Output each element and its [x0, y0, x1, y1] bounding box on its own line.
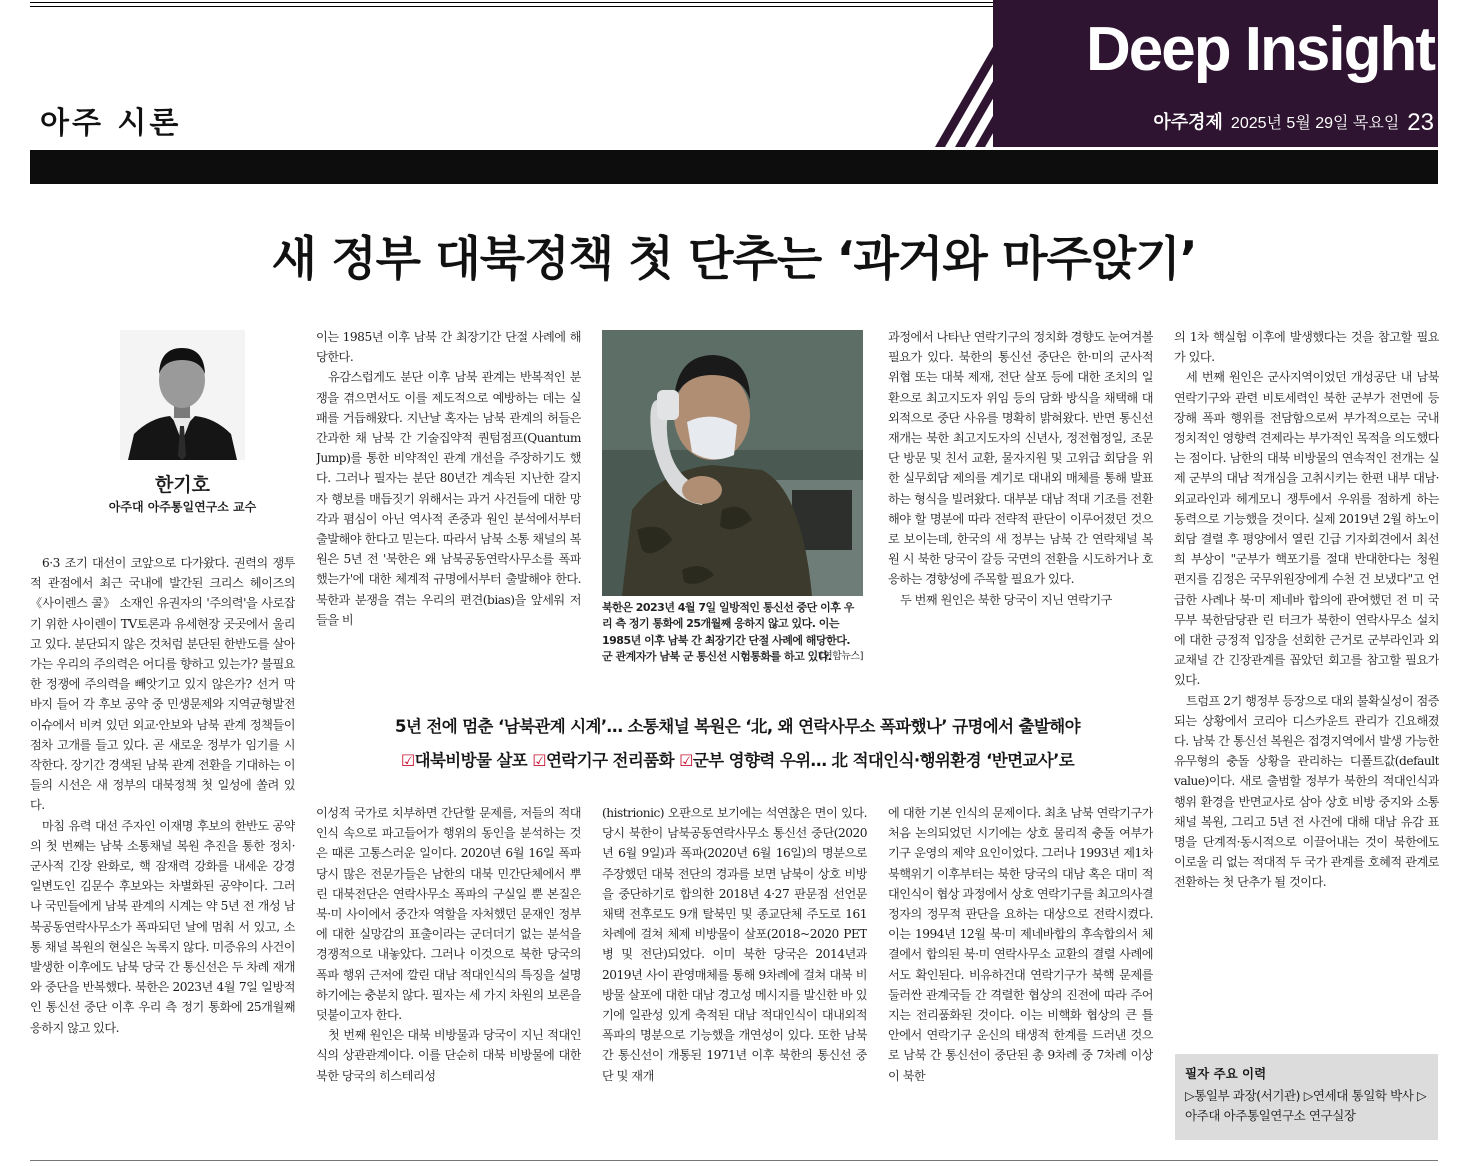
page-number: 23: [1407, 109, 1434, 136]
subheadline-point: 대북비방물 살포: [414, 751, 528, 770]
paragraph: 의 1차 핵실험 이후에 발생했다는 것을 참고할 필요가 있다.: [1174, 330, 1439, 365]
paragraph: 세 번째 원인은 군사지역이었던 개성공단 내 남북연락기구와 관련 비토세력인 북한 군부가 전면에 등장해 폭파 행위를 전담함으로써 부가적으로는 국내 정치적인 영향력 견제라는 부가적인 목적을 의도했다는 점이다. 남한의 대북 비방물의 연속적인 전개는 실제 군부의 대남 적개심을 고취시키는 한편 내부 대남·외교라인과 헤게모니 쟁투에서 우위를 점하게 하는 동력으로 기능했을 것이다. 실제 2019년 2월 하노이 회담 결렬 후 평양에서 열린 긴급 기자회견에서 최선희 부상이 "군부가 핵포기를 절대 반대한다는 청원 편지를 김정은 국무위원장에게 수천 건 보냈다"고 언급한 사례나 북·미 제네바 합의에 관여했던 전 미 국무부 북한담당관 린 터크가 북한이 연락사무소 설치에 대한 긍정적 입장을 선회한 근거로 군부라인과 외교채널 간 긴장관계를 꼽았던 회고를 참고할 필요가 있다.: [1174, 370, 1439, 688]
checkbox-icon: ☑: [679, 751, 693, 770]
article-column-2-top: [316, 327, 581, 692]
article-column-4-bottom: [888, 803, 1153, 1143]
paragraph: 트럼프 2기 행정부 등장으로 대외 불확실성이 점증되는 상황에서 코리아 디스카운트 관리가 긴요해졌다. 남북 간 통신선 복원은 접경지역에서 발생 가능한 유무형의 충돌 상황을 관리하는 디폴트값(default value)이다. 새로 출범할 정부가 북한의 적대인식과 행위 환경을 반면교사로 삼아 상호 비방 중지와 소통 채널 복원, 그리고 5년 전 사건에 대해 대남 유감 표명을 단계적·동시적으로 이끌어내는 것이 북한에도 이로울 리 없는 적대적 두 국가 관계를 호혜적 관계로 전환하는 첫 단추가 될 것이다.: [1174, 693, 1439, 890]
author-name: 한기호: [154, 474, 211, 496]
paragraph: 에 대한 기본 인식의 문제이다. 최초 남북 연락기구가 처음 논의되었던 시기에는 상호 물리적 충돌 여부가 기구 운영의 제약 요인이었다. 그러나 1993년 제1차 북핵위기 이후부터는 북한 당국의 대남 혹은 대미 적대인식이 협상 과정에서 상호 연락기구를 최고의사결정자의 정무적 판단을 요하는 대상으로 전락시켰다. 이는 1994년 12월 북·미 제네바합의 후속합의서 체결에서 합의된 북·미 연락사무소 교환의 결렬 사례에서도 확인된다. 비유하건대 연락기구가 북핵 문제를 둘러싼 관계국들 간 격렬한 협상의 진전에 따라 주어지는 전리품화된 것이다. 이는 비핵화 협상의 큰 틀 안에서 연락기구 운신의 태생적 한계를 드러낸 것으로 남북 간 통신선이 중단된 총 9차례 중 7차례 이상이 북한: [888, 806, 1153, 1083]
caption-text: 북한은 2023년 4월 7일 일방적인 통신선 중단 이후 우리 측 정기 통화에 25개월째 응하지 않고 있다. 이는 1985년 이후 남북 간 최장기간 단절 사례에 해당한다. 군 관계자가 남북 군 통신선 시험통화를 하고 있다.: [602, 601, 854, 664]
section-title: 아주 시론: [40, 106, 182, 141]
author-portrait: [120, 330, 245, 460]
paragraph: 6·3 조기 대선이 코앞으로 다가왔다. 권력의 쟁투적 관점에서 최근 국내에 발간된 크리스 헤이즈의 《사이렌스 콜》 소재인 유권자의 '주의력'을 사로잡기 위한 사이렌이 TV토론과 유세현장 곳곳에서 울리고 있다. 분단되지 않은 것처럼 분단된 한반도를 살아가는 우리의 주의력은 어디를 향하고 있는가? 불필요한 정쟁에 주의력을 빼앗기고 있지 않은가? 선거 막바지 들어 각 후보 공약 중 민생문제와 지역균형발전 이슈에서 비켜 있던 외교·안보와 남북 관계 정책들이 점차 고개를 들고 있다. 곧 새로운 정부가 임기를 시작한다. 장기간 경색된 남북 관계 전환을 기대하는 이들의 시선은 새 정부의 대북정책 첫 일성에 쏠려 있다.: [30, 556, 295, 813]
subheadline: 5년 전에 멈춘 ‘남북관계 시계’… 소통채널 복원은 ‘北, 왜 연락사무소 폭파했나’ 규명에서 출발해야: [395, 717, 1080, 736]
paragraph: 유감스럽게도 분단 이후 남북 관계는 반복적인 분쟁을 겪으면서도 이를 제도적으로 예방하는 데는 실패를 거듭해왔다. 지난날 혹자는 남북 관계의 허들은 간과한 채 남북 간 기술집약적 퀀텀점프(Quantum Jump)를 통한 비약적인 관계 개선을 주장하기도 했다. 그러나 필자는 분단 80년간 계속된 지난한 갈지자 행보를 매듭짓기 위해서는 과거 사건들에 대한 망각과 폄심이 아닌 역사적 존중과 원인 분석에서부터 출발해야 한다고 믿는다. 따라서 남북 소통 채널의 복원은 5년 전 '북한은 왜 남북공동연락사무소를 폭파했는가'에 대한 체계적 규명에서부터 출발해야 한다. 북한과 분쟁을 겪는 우리의 편견(bias)을 앞세워 저들을 비: [316, 370, 581, 627]
bottom-rule: [30, 1160, 1438, 1161]
paragraph: 이는 1985년 이후 남북 간 최장기간 단절 사례에 해당한다.: [316, 330, 581, 365]
issue-info: [1153, 108, 1434, 137]
subheadline-point: 연락기구 전리품화: [546, 751, 674, 770]
article-headline: 새 정부 대북정책 첫 단추는 ‘과거와 마주앉기’: [271, 232, 1197, 287]
profile-body: ▷통일부 과장(서기관) ▷연세대 통일학 박사 ▷아주대 아주통일연구소 연구실장: [1185, 1088, 1427, 1123]
brand-title: Deep Insight: [1085, 15, 1434, 84]
article-column-1: [30, 553, 295, 1143]
paragraph: 마침 유력 대선 주자인 이재명 후보의 한반도 공약의 첫 번째는 남북 소통채널 복원 추진을 통한 정치·군사적 긴장 완화로, 핵 잠재력 강화를 내세운 강경 일변도인 김문수 후보와는 차별화된 공약이다. 그러나 국민들에게 남북 관계의 시계는 약 5년 전 개성 남북공동연락사무소가 폭파되던 날에 멈춰 서 있고, 소통 채널 복원의 현실은 녹록지 않다. 미증유의 사건이 발생한 이후에도 남북 당국 간 통신선은 두 차례 재개와 중단을 반복했다. 북한은 2023년 4월 7일 일방적인 통신선 중단 이후 우리 측 정기 통화에 25개월째 응하지 않고 있다.: [30, 818, 295, 1035]
author-profile-box: [1175, 1054, 1438, 1140]
article-column-5: [1174, 327, 1439, 1032]
newspaper-name: 아주경제: [1153, 112, 1223, 133]
subheadline-point: 군부 영향력 우위… 北 적대인식·행위환경 ‘반면교사’로: [692, 751, 1075, 770]
paragraph: 이성적 국가로 치부하면 간단할 문제를, 저들의 적대인식 속으로 파고들어가 행위의 동인을 분석하는 것은 때론 고통스러운 일이다. 2020년 6월 16일 폭파 당시 많은 전문가들은 남한의 대북 민간단체에서 뿌린 대북전단은 연락사무소 폭파의 구실일 뿐 본질은 북·미 사이에서 중간자 역할을 자처했던 문재인 정부에 대한 실망감의 표출이라는 군더더기 없는 분석을 경쟁적으로 내놓았다. 그러나 이것으로 북한 당국의 폭파 행위 근저에 깔린 대남 적대인식의 특징을 설명하기에는 충분치 않다. 필자는 세 가지 차원의 보론을 덧붙이고자 한다.: [316, 806, 581, 1023]
masthead: [0, 0, 1468, 185]
news-photo: [602, 330, 863, 596]
checkbox-icon: ☑: [400, 751, 415, 770]
paragraph: 첫 번째 원인은 대북 비방물과 당국이 지닌 적대인식의 상관관계이다. 이를 단순히 대북 비방물에 대한 북한 당국의 히스테리성: [316, 1028, 581, 1083]
subheadline-points: [310, 747, 1165, 771]
paragraph: 과정에서 나타난 연락기구의 정치화 경향도 눈여겨볼 필요가 있다. 북한의 통신선 중단은 한·미의 군사적 위협 또는 대북 제재, 전단 살포 등에 대한 조치의 일환으로 최고지도자 위임 등의 담화 방식을 채택해 대외적으로 중단 사유를 명확히 밝혀왔다. 반면 통신선 재개는 북한 최고지도자의 신년사, 정전협정일, 조문단 방문 및 친서 교환, 물자지원 및 고위급 회담을 위한 실무회담 제의를 계기로 대내외 매체를 통해 발표하는 형식을 빌려왔다. 대부분 대남 적대 기조를 전환해야 할 명분에 따라 전략적 판단이 이루어졌던 것으로 보이는데, 한국의 새 정부는 남북 간 연락채널 복원 시 북한 당국이 갈등 국면의 전환을 시도하거나 호응하는 경향성에 주목할 필요가 있다.: [888, 330, 1153, 587]
photo-credit: [연합뉴스]: [819, 651, 863, 663]
author-affiliation: 아주대 아주통일연구소 교수: [108, 500, 257, 514]
article-column-3-bottom: [602, 803, 867, 1143]
paragraph: (histrionic) 오판으로 보기에는 석연찮은 면이 있다. 당시 북한이 남북공동연락사무소 통신선 중단(2020년 6월 9일)과 폭파(2020년 6월 16일)의 명분으로 주장했던 대북 전단의 경과를 보면 남북이 상호 비방을 중단하기로 합의한 2018년 4·27 판문점 선언문 채택 전후로도 9개 탈북민 및 종교단체 주도로 161차례에 걸쳐 체제 비방물이 살포(2018~2020 PET병 및 전단)되었다. 이미 북한 당국은 2014년과 2019년 사이 관영매체를 통해 9차례에 걸쳐 대북 비방물 살포에 대한 대남 경고성 메시지를 발신한 바 있기에 일관성 있게 축적된 대남 적대인식이 대내외적 폭파의 명분으로 기능했을 개연성이 있다. 또한 남북 간 통신선이 개통된 1971년 이후 북한의 통신선 중단 및 재개: [602, 806, 867, 1083]
checkbox-icon: ☑: [532, 751, 547, 770]
photo-caption: [602, 600, 863, 666]
article-column-2-bottom: [316, 803, 581, 1143]
paragraph: 두 번째 원인은 북한 당국이 지닌 연락기구: [900, 592, 1112, 607]
article-column-4-top: [888, 327, 1153, 692]
masthead-bar: [30, 150, 1438, 184]
profile-title: 필자 주요 이력: [1185, 1066, 1267, 1081]
issue-date: 2025년 5월 29일 목요일: [1230, 115, 1400, 132]
